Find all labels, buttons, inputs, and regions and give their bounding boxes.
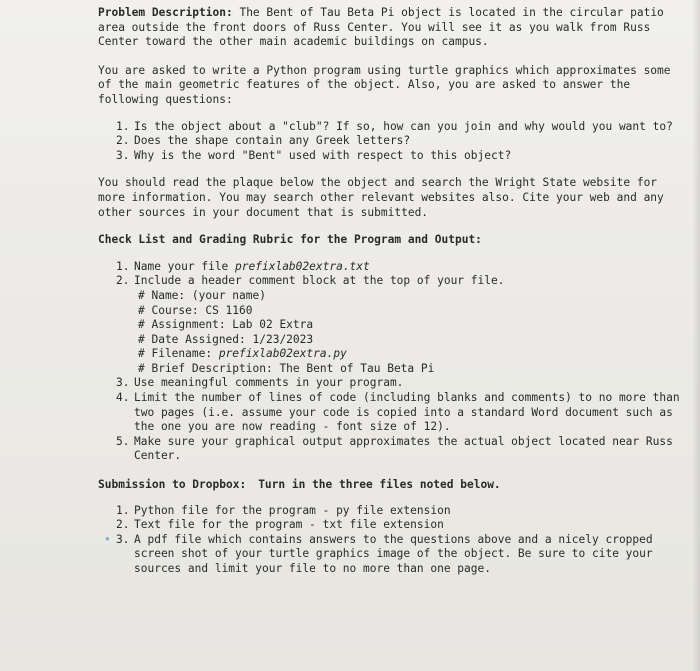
header-line: # Assignment: Lab 02 Extra (138, 318, 314, 332)
rubric-item (116, 376, 686, 391)
header-line: # Course: CS 1160 (138, 303, 253, 317)
submission-number: 2. (116, 518, 130, 532)
submission-item (116, 504, 686, 519)
rubric-text: Limit the number of lines of code (including blanks and comments) to no more than two pages (i.e. assume your code is copied into a standard Word document such as the one you are now reading - font size of 12). (134, 391, 680, 434)
submission-number: 1. (116, 503, 130, 517)
rubric-number: 1. (116, 259, 130, 273)
submission-number: 3. (116, 532, 130, 546)
rubric-item (116, 435, 686, 464)
filename-prefix: # Filename: (138, 347, 219, 361)
rubric-text: Make sure your graphical output approximates the actual object located near Russ Center. (134, 434, 673, 463)
bullet-dot-icon: • (104, 532, 111, 546)
header-line: # Brief Description: The Bent of Tau Beta Pi (138, 361, 435, 375)
submission-list (104, 503, 686, 577)
rubric-text: Use meaningful comments in your program. (134, 376, 404, 390)
rubric-number: 4. (116, 391, 130, 405)
rubric-list (116, 260, 686, 464)
question-text: Why is the word "Bent" used with respect to this object? (134, 148, 512, 162)
question-text: Does the shape contain any Greek letters? (134, 134, 411, 148)
submission-item (116, 518, 686, 533)
read-paragraph: You should read the plaque below the object and search the Wright State website for more information. You may search other relevant websites also. Cite your web and any other sources in your document that is submitted. (98, 176, 664, 219)
page-edge-shadow (692, 0, 700, 671)
txt-filename: prefixlab02extra.txt (235, 259, 370, 273)
problem-text: The Bent of Tau Beta Pi object is located in the circular patio area outside the front doors of Russ Center. You will see it as you walk from Russ Center toward the other main academic buildings on campus. (98, 6, 664, 49)
rubric-number: 2. (116, 274, 130, 288)
rubric-text (134, 260, 686, 275)
header-line-filename (138, 347, 686, 362)
py-filename: prefixlab02extra.py (218, 347, 347, 361)
submission-heading (98, 478, 686, 493)
submission-text: A pdf file which contains answers to the questions above and a nicely cropped screen shot of your turtle graphics image of the object. Be sure to cite your sources and limit your file to no more than one page. (134, 532, 653, 575)
checklist-heading: Check List and Grading Rubric for the Program and Output: (98, 233, 482, 247)
question-list (116, 120, 686, 164)
header-comment-block (116, 289, 686, 377)
question-number: 1. (116, 119, 130, 133)
header-line: # Name: (your name) (138, 288, 266, 302)
rubric-item (116, 260, 686, 275)
submission-instruction: Turn in the three files noted below. (258, 478, 501, 492)
question-item (116, 134, 686, 149)
rubric-item1-prefix: Name your file (134, 259, 236, 273)
rubric-text: Include a header comment block at the top of your file. (134, 274, 505, 288)
submission-item (104, 532, 686, 577)
submission-text: Text file for the program - txt file extension (134, 518, 444, 532)
question-text: Is the object about a "club"? If so, how can you join and why would you want to? (134, 119, 673, 133)
question-item (116, 120, 686, 135)
question-number: 2. (116, 134, 130, 148)
rubric-item (116, 391, 686, 435)
problem-label: Problem Description: (98, 6, 233, 19)
rubric-number: 3. (116, 376, 130, 390)
header-line: # Date Assigned: 1/23/2023 (138, 332, 314, 346)
problem-description (98, 6, 686, 50)
submission-text: Python file for the program - py file extension (134, 503, 451, 517)
rubric-item (116, 274, 686, 289)
question-item (116, 149, 686, 164)
question-number: 3. (116, 148, 130, 162)
task-paragraph: You are asked to write a Python program using turtle graphics which approximates some of the main geometric features of the object. Also, you are asked to answer the following questions: (98, 63, 671, 106)
rubric-number: 5. (116, 434, 130, 448)
submission-label: Submission to Dropbox: (98, 478, 247, 492)
